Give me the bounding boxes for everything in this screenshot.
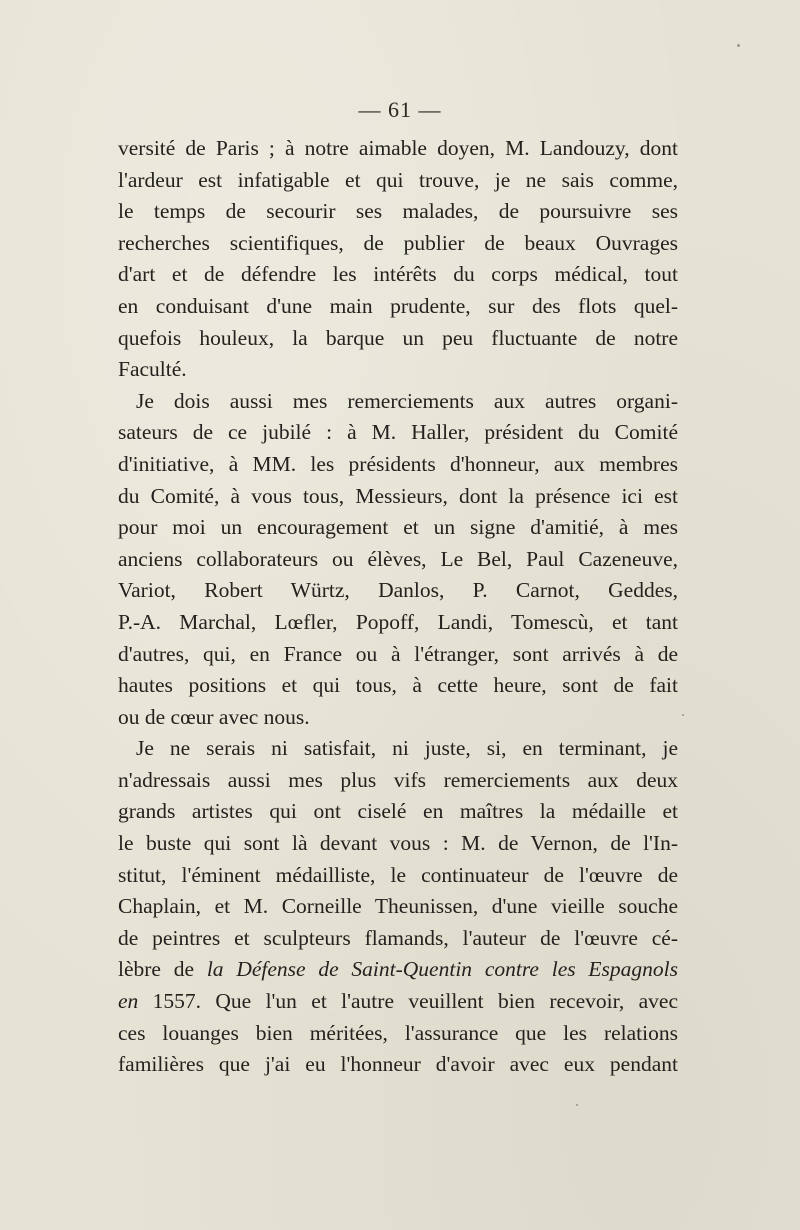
text-line: sateurs de ce jubilé : à M. Haller, président du Comité [118, 420, 678, 445]
paragraph-start: Je dois aussi mes remerciements aux autres organi- [136, 388, 678, 413]
text-line: hautes positions et qui tous, à cette heure, sont de fait [118, 673, 678, 698]
text-line: Faculté. [118, 357, 187, 382]
body-text [118, 133, 678, 1081]
text-line: stitut, l'éminent médailliste, le continuateur de l'œuvre de [118, 862, 678, 887]
italic-title: la Défense de Saint-Quentin contre les Espagnols [206, 957, 678, 982]
text-line: en conduisant d'une main prudente, sur des flots quel- [118, 293, 678, 318]
paper-speck [737, 44, 740, 47]
text-line [118, 986, 678, 1018]
text-line: l'ardeur est infatigable et qui trouve, je ne sais comme, [118, 167, 678, 192]
text-line: pour moi un encouragement et un signe d'amitié, à mes [118, 515, 678, 540]
text-line: le buste qui sont là devant vous : M. de Vernon, de l'In- [118, 831, 678, 856]
text-line: grands artistes qui ont ciselé en maîtres la médaille et [118, 799, 678, 824]
text-line: d'autres, qui, en France ou à l'étranger, sont arrivés à de [118, 641, 678, 666]
text-line: Chaplain, et M. Corneille Theunissen, d'une vieille souche [118, 894, 678, 919]
text-line: ces louanges bien méritées, l'assurance que les relations [118, 1020, 678, 1045]
text-line: le temps de secourir ses malades, de poursuivre ses [118, 199, 678, 224]
page-number: — 61 — [358, 97, 442, 122]
text-line: ou de cœur avec nous. [118, 704, 310, 729]
text-line: versité de Paris ; à notre aimable doyen, M. Landouzy, dont [118, 136, 678, 160]
text-line: anciens collaborateurs ou élèves, Le Bel, Paul Cazeneuve, [118, 546, 678, 571]
italic-word: en [118, 989, 139, 1014]
text-line: P.-A. Marchal, Lœfler, Popoff, Landi, Tomescù, et tant [118, 609, 678, 634]
paper-speck [682, 714, 684, 716]
paragraph-start: Je ne serais ni satisfait, ni juste, si, en terminant, je [136, 736, 678, 761]
text-run: 1557. Que l'un et l'autre veuillent bien recevoir, avec [138, 989, 678, 1014]
text-line: du Comité, à vous tous, Messieurs, dont la présence ici est [118, 483, 678, 508]
paper-speck [576, 1104, 578, 1106]
text-line: de peintres et sculpteurs flamands, l'auteur de l'œuvre cé- [118, 925, 678, 950]
text-line: n'adressais aussi mes plus vifs remerciements aux deux [118, 767, 678, 792]
text-line: d'initiative, à MM. les présidents d'honneur, aux membres [118, 451, 678, 476]
text-line: Variot, Robert Würtz, Danlos, P. Carnot, Geddes, [118, 578, 678, 603]
text-line: quefois houleux, la barque un peu fluctuante de notre [118, 325, 678, 350]
text-run: lèbre de [118, 957, 207, 982]
text-line [118, 954, 678, 986]
text-line: d'art et de défendre les intérêts du corps médical, tout [118, 262, 678, 287]
text-line: recherches scientifiques, de publier de beaux Ouvrages [118, 230, 678, 255]
text-line: familières que j'ai eu l'honneur d'avoir avec eux pendant [118, 1052, 678, 1077]
